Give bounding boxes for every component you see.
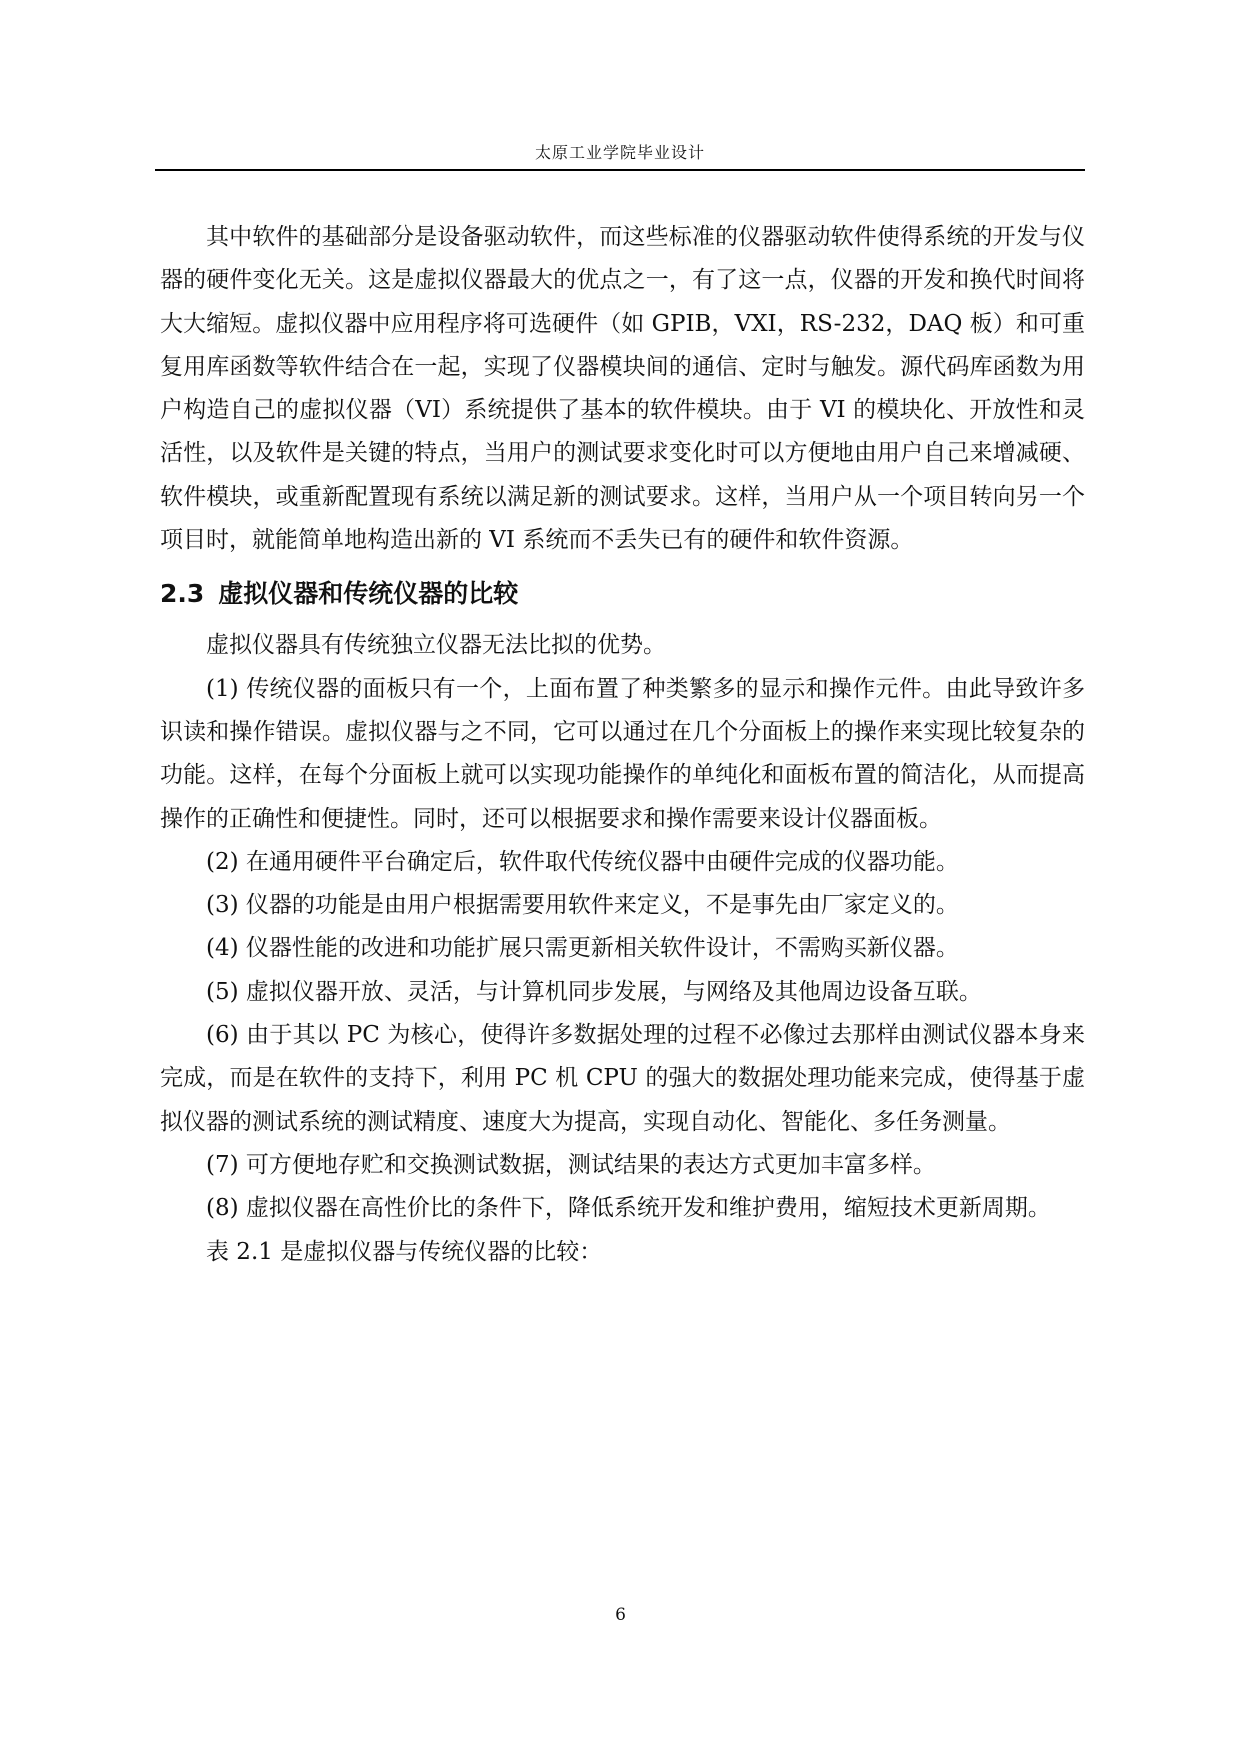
intro-paragraph: 其中软件的基础部分是设备驱动软件，而这些标准的仪器驱动软件使得系统的开发与仪器的硬件变化无关。这是虚拟仪器最大的优点之一，有了这一点，仪器的开发和换代时间将大大缩短。虚拟仪器中应用程序将可选硬件（如 GPIB，VXI，RS-232，DAQ 板）和可重复用库函数等软件结合在一起，实现了仪器模块间的通信、定时与触发。源代码库函数为用户构造自己的虚拟仪器（VI）系统提供了基本的软件模块。由于 VI 的模块化、开放性和灵活性，以及软件是关键的特点，当用户的测试要求变化时可以方便地由用户自己来增减硬、软件模块，或重新配置现有系统以满足新的测试要求。这样，当用户从一个项目转向另一个项目时，就能简单地构造出新的 VI 系统而不丢失已有的硬件和软件资源。 xyxy=(160,224,1085,554)
list-item-8: (8) 虚拟仪器在高性价比的条件下，降低系统开发和维护费用，缩短技术更新周期。 xyxy=(206,1195,1051,1222)
section-number: 2.3 xyxy=(160,579,205,609)
list-item-6: (6) 由于其以 PC 为核心，使得许多数据处理的过程不必像过去那样由测试仪器本身来完成，而是在软件的支持下，利用 PC 机 CPU 的强大的数据处理功能来完成，使得基于虚拟仪器的测试系统的测试精度、速度大为提高，实现自动化、智能化、多任务测量。 xyxy=(160,1022,1085,1135)
header-rule xyxy=(155,169,1085,171)
list-item-5: (5) 虚拟仪器开放、灵活，与计算机同步发展，与网络及其他周边设备互联。 xyxy=(206,978,982,1005)
list-item-4: (4) 仪器性能的改进和功能扩展只需更新相关软件设计，不需购买新仪器。 xyxy=(206,935,959,962)
page-number: 6 xyxy=(615,1605,626,1625)
list-item-3: (3) 仪器的功能是由用户根据需要用软件来定义，不是事先由厂家定义的。 xyxy=(206,892,959,919)
running-header: 太原工业学院毕业设计 xyxy=(534,143,705,162)
section-heading xyxy=(160,572,1085,616)
list-item-2: (2) 在通用硬件平台确定后，软件取代传统仪器中由硬件完成的仪器功能。 xyxy=(206,848,959,875)
section-title: 虚拟仪器和传统仪器的比较 xyxy=(218,579,519,609)
page-body xyxy=(160,216,1085,1274)
table-reference-paragraph: 表 2.1 是虚拟仪器与传统仪器的比较： xyxy=(206,1238,603,1265)
list-item-7: (7) 可方便地存贮和交换测试数据，测试结果的表达方式更加丰富多样。 xyxy=(206,1151,936,1178)
body-paragraph: 虚拟仪器具有传统独立仪器无法比拟的优势。 xyxy=(206,632,666,659)
list-item-1: (1) 传统仪器的面板只有一个，上面布置了种类繁多的显示和操作元件。由此导致许多识读和操作错误。虚拟仪器与之不同，它可以通过在几个分面板上的操作来实现比较复杂的功能。这样，在每个分面板上就可以实现功能操作的单纯化和面板布置的简洁化，从而提高操作的正确性和便捷性。同时，还可以根据要求和操作需要来设计仪器面板。 xyxy=(160,675,1085,832)
